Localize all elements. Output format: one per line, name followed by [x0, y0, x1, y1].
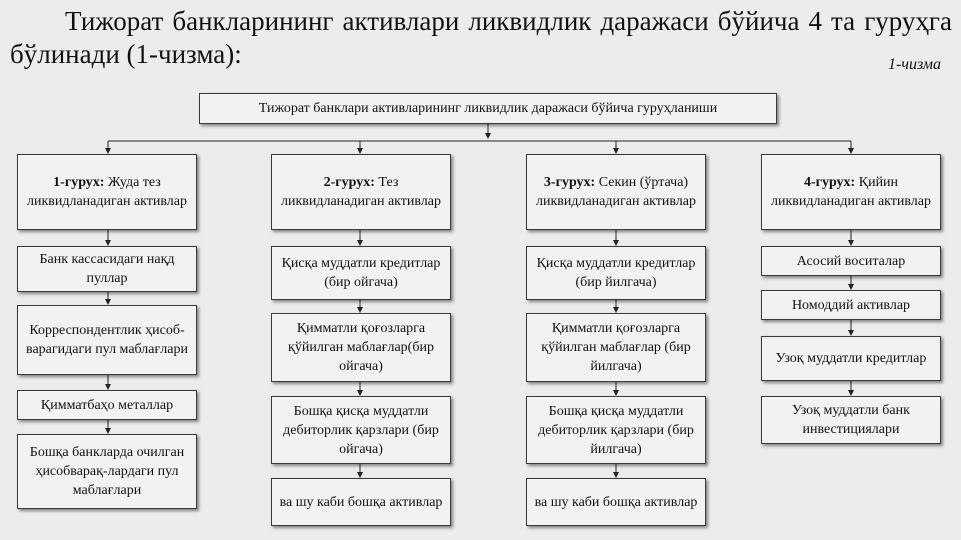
group-2-item-3: Бошқа қисқа муддатли дебиторлик қарзлари (бир ойгача): [271, 396, 451, 464]
group-4-label: 4-гурух:: [803, 175, 856, 190]
group-3-label: 3-гурух:: [543, 175, 596, 190]
group-3-item-4: ва шу каби бошқа активлар: [526, 478, 706, 526]
group-1-item-4: Бошқа банкларда очилган ҳисобварақ-лардаги пул маблағлари: [17, 434, 197, 509]
group-4-header: [761, 154, 941, 230]
group-2-item-4: ва шу каби бошқа активлар: [271, 478, 451, 526]
group-3-item-1: Қисқа муддатли кредитлар (бир йилгача): [526, 246, 706, 300]
diagram-root-label: Тижорат банклари активларининг ликвидлик даражаси бўйича гуруҳланиши: [258, 101, 718, 116]
group-2-header: [271, 154, 451, 230]
group-2-label: 2-гурух:: [323, 175, 375, 190]
group-1-title: Жуда тез ликвидланадиган активлар: [26, 175, 188, 209]
group-3-title: Секин (ўртача) ликвидланадиган активлар: [535, 175, 697, 209]
group-1-item-2: Корреспондентлик ҳисоб-варагидаги пул маблағлари: [17, 305, 197, 375]
group-3-item-2: Қимматли қоғозларга қўйилган маблағлар (бир йилгача): [526, 313, 706, 382]
diagram-root-box: [199, 93, 777, 124]
group-4-item-3: Узоқ муддатли кредитлар: [761, 336, 941, 381]
group-4-item-1: Асосий воситалар: [761, 246, 941, 276]
group-2-title: Тез ликвидланадиган активлар: [280, 175, 442, 209]
group-1-label: 1-гурух:: [53, 175, 105, 190]
group-2-item-2: Қимматли қоғозларга қўйилган маблағлар(бир ойгача): [271, 313, 451, 382]
group-4-item-2: Номоддий активлар: [761, 290, 941, 320]
group-4-title: Қийин ликвидланадиган активлар: [770, 175, 932, 209]
group-3-item-3: Бошқа қисқа муддатли дебиторлик қарзлари (бир йилгача): [526, 396, 706, 464]
group-4-item-4: Узоқ муддатли банк инвестициялари: [761, 396, 941, 444]
group-2-item-1: Қисқа муддатли кредитлар (бир ойгача): [271, 246, 451, 300]
group-1-item-1: Банк кассасидаги нақд пуллар: [17, 246, 197, 292]
group-3-header: [526, 154, 706, 230]
intro-paragraph: Тижорат банкларининг активлари ликвидлик даражаси бўйича 4 та гуруҳга бўлинади (1-чизма):: [10, 6, 952, 69]
group-1-item-3: Қимматбаҳо металлар: [17, 390, 197, 420]
group-1-header: [17, 154, 197, 230]
figure-caption: 1-чизма: [887, 56, 941, 73]
